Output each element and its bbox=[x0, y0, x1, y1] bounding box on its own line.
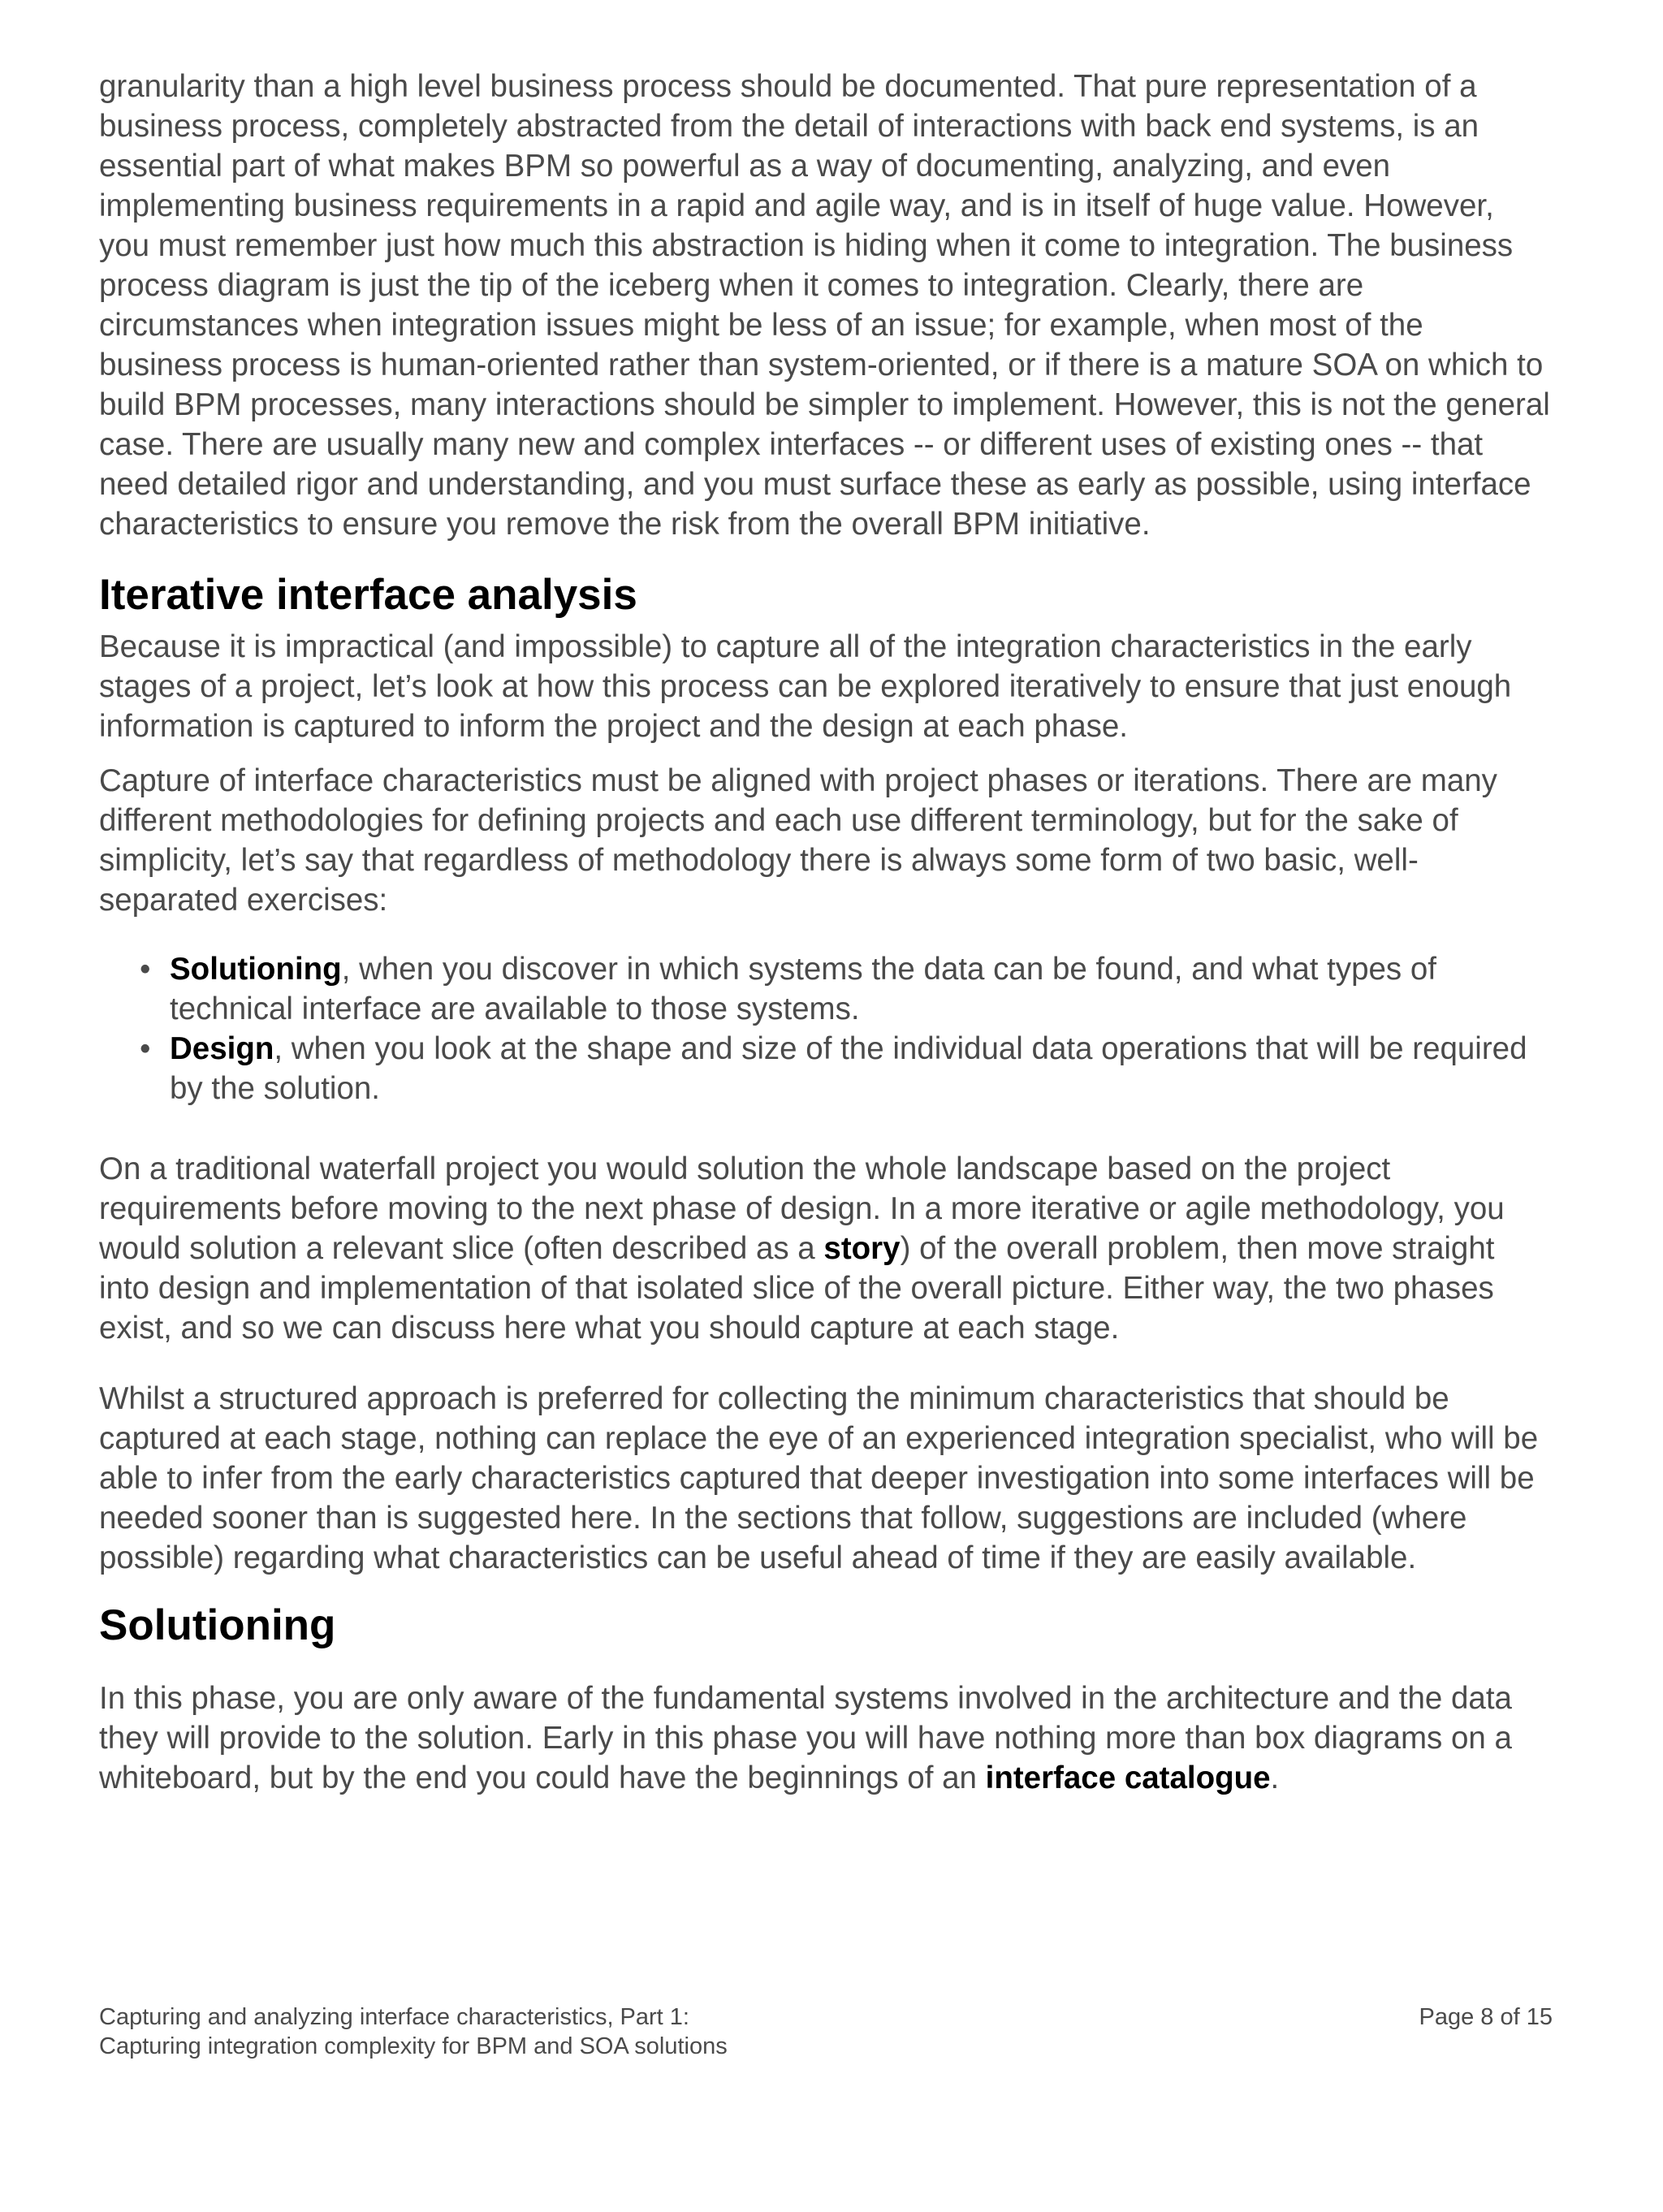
list-item-term: Solutioning bbox=[170, 952, 342, 987]
page-number: Page 8 of 15 bbox=[1419, 2004, 1553, 2030]
bold-term-story: story bbox=[823, 1231, 901, 1266]
list-item-text: , when you discover in which systems the data can be found, and what types of technical interface are available to those systems. bbox=[170, 952, 1436, 1026]
list-item-text: , when you look at the shape and size of the individual data operations that will be required by the solution. bbox=[170, 1031, 1527, 1106]
footer-title-line-1: Capturing and analyzing interface characteristics, Part 1: bbox=[99, 2004, 689, 2030]
body-paragraph-1: granularity than a high level business process should be documented. That pure representation of a business process, completely abstracted from the detail of interactions with back end systems, is an essential part of what makes BPM so powerful as a way of documenting, analyzing, and even implementing business requirements in a rapid and agile way, and is in itself of huge value. However, you must remember just how much this abstraction is hiding when it come to integration. The business process diagram is just the tip of the iceberg when it comes to integration. Clearly, there are circumstances when integration issues might be less of an issue; for example, when most of the business process is human-oriented rather than system-oriented, or if there is a mature SOA on which to build BPM processes, many interactions should be simpler to implement. However, this is not the general case. There are usually many new and complex interfaces -- or different uses of existing ones -- that need detailed rigor and understanding, and you must surface these as early as possible, using interface characteristics to ensure you remove the risk from the overall BPM initiative. bbox=[99, 69, 1550, 542]
footer-title bbox=[99, 2002, 728, 2061]
paragraph-text: ) of the overall problem, then move straight into design and implementation of that isolated slice of the overall picture. Either way, the two phases exist, and so we can discuss here what you should capture at each stage. bbox=[99, 1231, 1495, 1346]
section-heading-iterative-interface-analysis: Iterative interface analysis bbox=[99, 571, 637, 619]
footer-title-line-2: Capturing integration complexity for BPM and SOA solutions bbox=[99, 2033, 728, 2059]
bold-term-interface-catalogue: interface catalogue bbox=[985, 1761, 1271, 1795]
list-item-term: Design bbox=[170, 1031, 274, 1066]
paragraph-text: In this phase, you are only aware of the fundamental systems involved in the architecture and the data they will provide to the solution. Early in this phase you will have nothing more than box diagrams on a whiteboard, but by the end you could have the beginnings of an bbox=[99, 1681, 1512, 1795]
body-paragraph-4 bbox=[99, 1149, 1553, 1348]
body-paragraph-2: Because it is impractical (and impossible) to capture all of the integration characteristics in the early stages of a project, let’s look at how this process can be explored iteratively to ensure that just enough information is captured to inform the project and the design at each phase. bbox=[99, 629, 1512, 744]
list-item-solutioning bbox=[99, 949, 1553, 1029]
bullet-list bbox=[99, 949, 1553, 1108]
bullet-marker: • bbox=[140, 952, 151, 987]
bullet-marker: • bbox=[140, 1031, 151, 1066]
paragraph-text: On a traditional waterfall project you would solution the whole landscape based on the project requirements before moving to the next phase of design. In a more iterative or agile methodology, you would solution a relevant slice (often described as a bbox=[99, 1151, 1505, 1266]
document-page bbox=[99, 67, 1553, 1798]
body-paragraph-5: Whilst a structured approach is preferred for collecting the minimum characteristics that should be captured at each stage, nothing can replace the eye of an experienced integration specialist, who will be able to infer from the early characteristics captured that deeper investigation into some interfaces will be needed sooner than is suggested here. In the sections that follow, suggestions are included (where possible) regarding what characteristics can be useful ahead of time if they are easily available. bbox=[99, 1381, 1539, 1575]
section-heading-solutioning: Solutioning bbox=[99, 1601, 336, 1649]
body-paragraph-6 bbox=[99, 1678, 1553, 1798]
body-paragraph-3: Capture of interface characteristics must be aligned with project phases or iterations. There are many different methodologies for defining projects and each use different terminology, but for the sake of simplicity, let’s say that regardless of methodology there is always some form of two basic, well-separated exercises: bbox=[99, 763, 1497, 918]
paragraph-text: . bbox=[1270, 1761, 1280, 1795]
list-item-design bbox=[99, 1029, 1553, 1108]
